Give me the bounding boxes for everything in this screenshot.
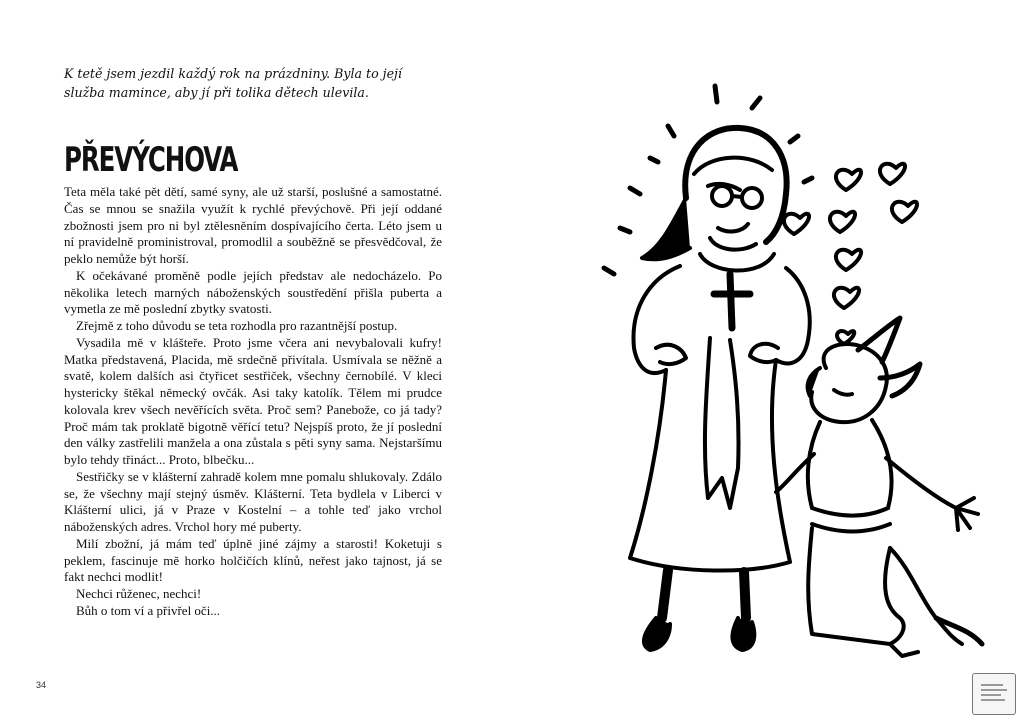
page-number-left: 34: [36, 680, 47, 690]
paragraph: Vysadila mě v klášteře. Proto jsme včera ani nevybalovali kufry! Matka představená, Placida, mě srdečně přivítala. Usmívala se něžně a svatě, kolem dalších asi čtyřicet sestřiček, všechny černobílé. V kleci hystericky štěkal německý ovčák. Asi taky katolík. Tělem mi prudce kolovala krev všech nevěřících světa. Proč sem? Panebože, co já tady? Proč mám tak proklatě bigotně věřící tetu? Nejspíš proto, že jí poslední den války zastřelili manžela a ona zůstala s pěti syny sama. Nejstaršímu bylo tehdy třináct... Proto, blbečku...: [64, 334, 442, 467]
chapter-title: PŘEVÝCHOVA: [64, 140, 238, 180]
intro-text: K tetě jsem jezdil každý rok na prázdniny. Byla to její služba mamince, aby jí při tolika dětech ulevila.: [64, 66, 402, 100]
paragraph: Nechci růženec, nechci!: [76, 586, 202, 601]
paragraph: Bůh o tom ví a přivřel oči...: [76, 602, 221, 618]
page-thumbnail-icon[interactable]: [972, 673, 1016, 715]
nun-figure: [630, 128, 810, 650]
paragraph: K očekávané proměně podle jejích představ ale nedocházelo. Po několika letech marných náboženských soustředění přišla puberta a vymetla ze mě poslední zbytky svatosti.: [64, 267, 442, 317]
chapter-body: [64, 184, 442, 620]
paragraph: Milí zbožní, já mám teď úplně jiné zájmy a starosti! Koketuji s peklem, fascinuje mě horko holčičích klínů, neřest jako tajnost, já se fakt nechci modlit!: [64, 535, 442, 585]
halo-strokes: [604, 86, 812, 274]
paragraph: Teta měla také pět dětí, samé syny, ale už starší, poslušné a samostatné. Čas se mnou se snažila využít k rychlé převýchově. Při její oddané zbožnosti jsem pro ni byl ztělesněním dospívajícího čerta. Léto jsem u ní pravidelně proministroval, promodlil a souběžně se přesvědčoval, že peklo nemůže být horší.: [64, 184, 442, 266]
paragraph: Zřejmě z toho důvodu se teta rozhodla pro razantnější postup.: [76, 318, 398, 333]
devil-boy-figure: [776, 318, 982, 656]
nun-and-devil-boy-illustration: [590, 78, 990, 668]
paragraph: Sestřičky se v klášterní zahradě kolem mne pomalu shlukovaly. Zdálo se, že všechny mají stejný úsměv. Klášterní. Teta bydlela v Liberci v Klášterní ulici, já v Praze v Kostelní – a tohle teď jako vrchol náboženských adres. Vrchol hory mé puberty.: [64, 468, 442, 534]
